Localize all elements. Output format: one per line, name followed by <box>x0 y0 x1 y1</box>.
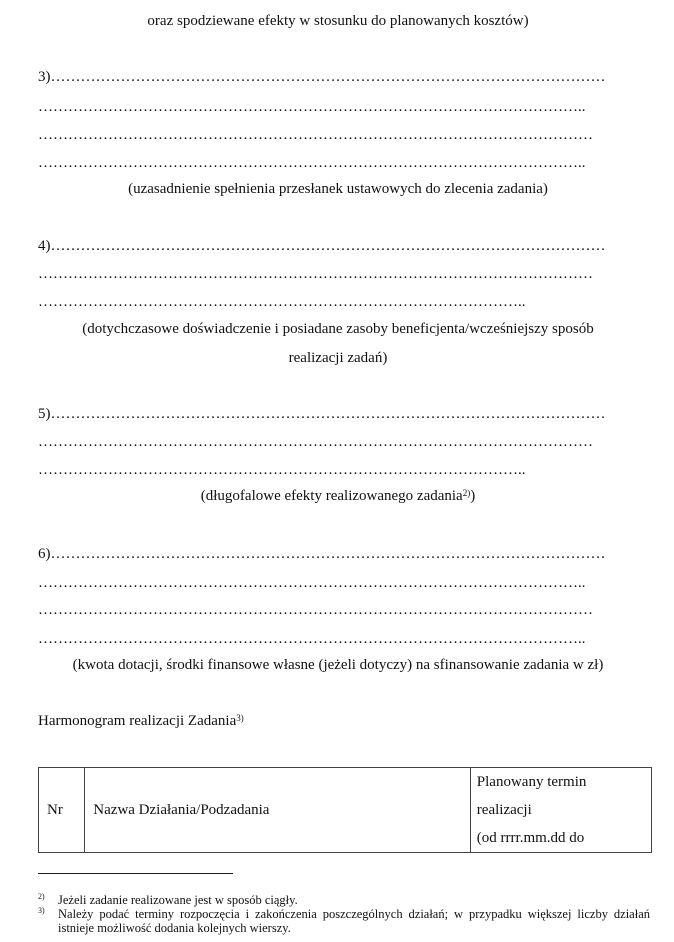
caption-text: (długofalowe efekty realizowanego zadania <box>200 488 463 504</box>
fill-line: ……………………………………………………………………………………………….. <box>38 99 586 115</box>
fill-line: ………………………………………………………………………………………………… <box>38 127 593 143</box>
fill-line: …………………………………………………………………………………….. <box>38 462 526 478</box>
schedule-heading <box>38 712 244 730</box>
footnote-number: 3) <box>38 906 45 915</box>
fill-line: ………………………………………………………………………………………………… <box>38 266 593 282</box>
fill-line: ……………………………………………………………………………………………….. <box>38 575 586 591</box>
fill-line: 6)………………………………………………………………………………………………… <box>38 546 606 562</box>
section-caption: (kwota dotacji, środki finansowe własne (jeżeli dotyczy) na sfinansowanie zadania w zł) <box>72 657 604 673</box>
footnote-text: Jeżeli zadanie realizowane jest w sposób ciągły. <box>58 893 298 907</box>
col-term-line: realizacji <box>476 802 532 818</box>
footnote-separator <box>38 873 233 874</box>
section-caption: (dotychczasowe doświadczenie i posiadane zasoby beneficjenta/wcześniejszy sposób <box>82 321 594 337</box>
schedule-heading-text: Harmonogram realizacji Zadania <box>38 713 237 729</box>
footnote-number: 2) <box>38 892 45 901</box>
col-term-line: Planowany termin <box>476 774 587 790</box>
col-term-line: (od rrrr.mm.dd do <box>476 830 585 846</box>
top-caption: oraz spodziewane efekty w stosunku do planowanych kosztów) <box>147 13 529 29</box>
footnote-2 <box>38 893 650 907</box>
schedule-table <box>38 767 652 853</box>
col-name-header: Nazwa Działania/Podzadania <box>85 768 471 853</box>
table-header-row <box>39 768 652 853</box>
footnote-3 <box>38 907 650 935</box>
fill-line: 5)………………………………………………………………………………………………… <box>38 406 606 422</box>
fill-line: ………………………………………………………………………………………………… <box>38 602 593 618</box>
fill-line: ……………………………………………………………………………………………….. <box>38 155 586 171</box>
fill-line: …………………………………………………………………………………….. <box>38 294 526 310</box>
section-caption: (uzasadnienie spełnienia przesłanek ustawowych do zlecenia zadania) <box>128 181 548 197</box>
fill-line: 4)………………………………………………………………………………………………… <box>38 238 606 254</box>
col-nr-header: Nr <box>39 768 85 853</box>
footnote-ref: 2) <box>462 488 471 498</box>
fill-line: ……………………………………………………………………………………………….. <box>38 631 586 647</box>
fill-line: 3)………………………………………………………………………………………………… <box>38 69 606 85</box>
section-caption <box>38 487 638 505</box>
fill-line: ………………………………………………………………………………………………… <box>38 434 593 450</box>
footnote-ref: 3) <box>236 713 244 723</box>
caption-end: ) <box>470 488 476 504</box>
section-caption: realizacji zadań) <box>288 350 388 366</box>
col-term-header <box>470 768 651 853</box>
footnote-text: Należy podać terminy rozpoczęcia i zakończenia poszczególnych działań; w przypadku większej liczby działań istnieje możliwość dodania kolejnych wierszy. <box>58 907 650 935</box>
